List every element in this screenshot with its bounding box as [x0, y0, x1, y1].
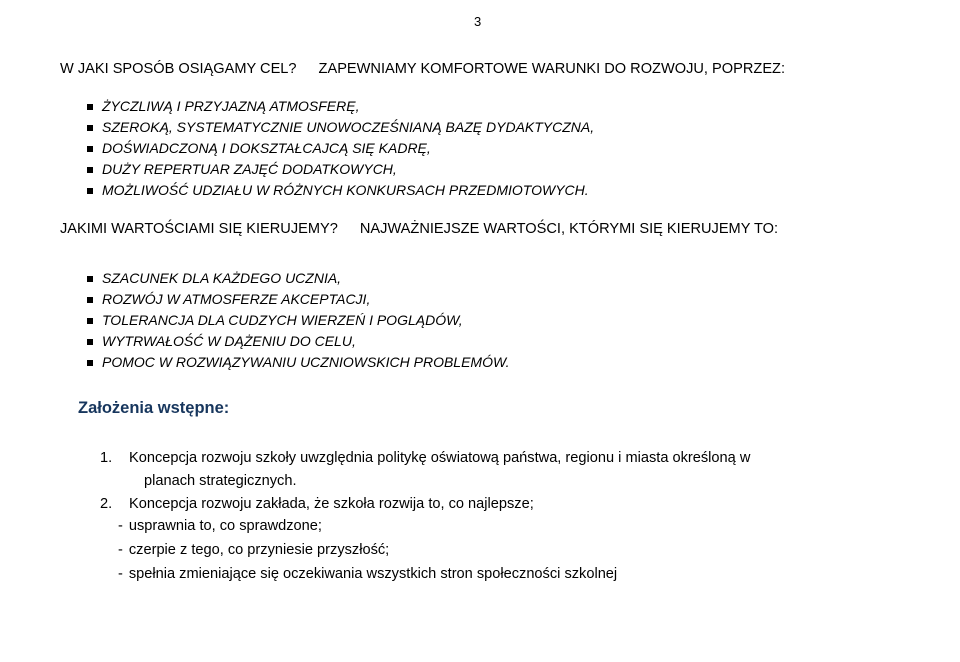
- numbered-item-1: [100, 447, 750, 493]
- list-item-text: MOŻLIWOŚĆ UDZIAŁU W RÓŻNYCH KONKURSACH PRZEDMIOTOWYCH.: [102, 182, 589, 198]
- values-list: [87, 268, 510, 373]
- square-bullet-icon: [87, 167, 93, 173]
- conditions-list: [87, 96, 594, 201]
- page-number: 3: [474, 14, 482, 29]
- square-bullet-icon: [87, 125, 93, 131]
- list-item-text: SZEROKĄ, SYSTEMATYCZNIE UNOWOCZEŚNIANĄ BAZĘ DYDAKTYCZNA,: [102, 119, 595, 135]
- question-1-answer: ZAPEWNIAMY KOMFORTOWE WARUNKI DO ROZWOJU, POPRZEZ:: [318, 61, 786, 77]
- list-item: [87, 138, 594, 159]
- question-2-answer: NAJWAŻNIEJSZE WARTOŚCI, KTÓRYMI SIĘ KIERUJEMY TO:: [359, 221, 779, 237]
- dash-item-text: czerpie z tego, co przyniesie przyszłość;: [128, 542, 390, 558]
- list-item: [87, 331, 510, 352]
- question-2-text: JAKIMI WARTOŚCIAMI SIĘ KIERUJEMY?: [60, 221, 338, 237]
- question-1: [60, 61, 785, 77]
- square-bullet-icon: [87, 318, 93, 324]
- list-item: [87, 96, 594, 117]
- item-text: Koncepcja rozwoju zakłada, że szkoła rozwija to, co najlepsze;: [129, 496, 534, 512]
- item-number: 1.: [100, 450, 113, 466]
- list-item-text: DUŻY REPERTUAR ZAJĘĆ DODATKOWYCH,: [102, 161, 397, 177]
- item-text: Koncepcja rozwoju szkoły uwzględnia politykę oświatową państwa, regionu i miasta określoną w: [129, 450, 751, 466]
- square-bullet-icon: [87, 104, 93, 110]
- dash-item-text: usprawnia to, co sprawdzone;: [128, 518, 322, 534]
- item-text-continuation: planach strategicznych.: [144, 473, 297, 489]
- list-item: [87, 352, 510, 373]
- list-item-text: TOLERANCJA DLA CUDZYCH WIERZEŃ I POGLĄDÓW,: [102, 312, 463, 328]
- list-item-text: DOŚWIADCZONĄ I DOKSZTAŁCAJCĄ SIĘ KADRĘ,: [102, 140, 431, 156]
- numbered-item-2: [100, 493, 534, 516]
- dash-item: [118, 566, 617, 582]
- list-item: [87, 310, 510, 331]
- square-bullet-icon: [87, 360, 93, 366]
- question-1-text: W JAKI SPOSÓB OSIĄGAMY CEL?: [60, 61, 297, 77]
- list-item: [87, 180, 594, 201]
- list-item-text: SZACUNEK DLA KAŻDEGO UCZNIA,: [102, 270, 342, 286]
- section-heading: Założenia wstępne:: [78, 399, 230, 417]
- square-bullet-icon: [87, 297, 93, 303]
- item-number: 2.: [100, 496, 113, 512]
- list-item: [87, 117, 594, 138]
- dash-item: [118, 518, 322, 534]
- square-bullet-icon: [87, 146, 93, 152]
- dash-bullet: -: [118, 542, 123, 558]
- dash-bullet: -: [118, 518, 123, 534]
- square-bullet-icon: [87, 339, 93, 345]
- dash-item-text: spełnia zmieniające się oczekiwania wszystkich stron społeczności szkolnej: [128, 566, 618, 582]
- list-item-text: ŻYCZLIWĄ I PRZYJAZNĄ ATMOSFERĘ,: [102, 98, 360, 114]
- list-item: [87, 268, 510, 289]
- square-bullet-icon: [87, 276, 93, 282]
- list-item-text: ROZWÓJ W ATMOSFERZE AKCEPTACJI,: [102, 291, 371, 307]
- list-item-text: POMOC W ROZWIĄZYWANIU UCZNIOWSKICH PROBLEMÓW.: [102, 354, 510, 370]
- dash-bullet: -: [118, 566, 123, 582]
- list-item-text: WYTRWAŁOŚĆ W DĄŻENIU DO CELU,: [102, 333, 356, 349]
- square-bullet-icon: [87, 188, 93, 194]
- question-2: [60, 221, 778, 237]
- list-item: [87, 159, 594, 180]
- dash-item: [118, 542, 389, 558]
- list-item: [87, 289, 510, 310]
